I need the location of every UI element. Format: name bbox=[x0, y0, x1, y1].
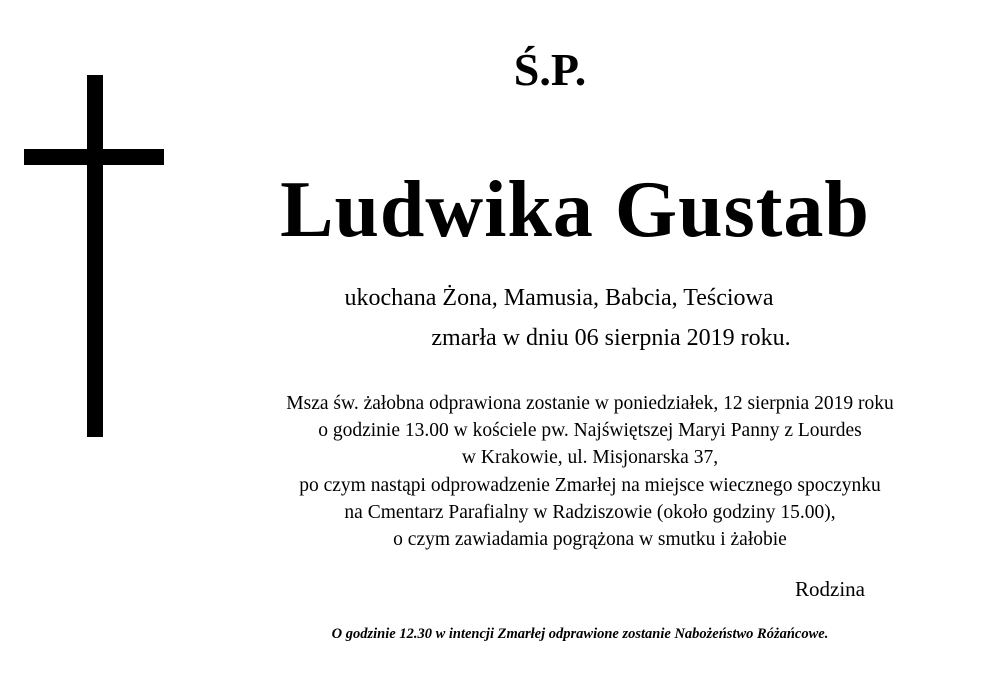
intro-line-relations: ukochana Żona, Mamusia, Babcia, Teściowa bbox=[344, 285, 774, 311]
details-line: po czym nastąpi odprowadzenie Zmarłej na miejsce wiecznego spoczynku bbox=[299, 474, 881, 496]
intro-text bbox=[260, 278, 940, 358]
details-line: na Cmentarz Parafialny w Radziszowie (około godziny 15.00), bbox=[344, 501, 836, 523]
rosary-note: O godzinie 12.30 w intencji Zmarłej odprawione zostanie Nabożeństwo Różańcowe. bbox=[331, 626, 829, 642]
cross-horizontal-bar bbox=[24, 149, 164, 165]
signature: Rodzina bbox=[795, 577, 865, 601]
cross-icon bbox=[24, 75, 164, 437]
details-line: o czym zawiadamia pogrążona w smutku i żałobie bbox=[393, 529, 787, 551]
details-line: o godzinie 13.00 w kościele pw. Najświętszej Maryi Panny z Lourdes bbox=[318, 420, 862, 442]
details-line: Msza św. żałobna odprawiona zostanie w poniedziałek, 12 sierpnia 2019 roku bbox=[286, 393, 894, 414]
details-line: w Krakowie, ul. Misjonarska 37, bbox=[461, 447, 719, 469]
deceased-name: Ludwika Gustab bbox=[280, 166, 870, 254]
header-prefix: Ś.P. bbox=[513, 44, 587, 95]
cross-vertical-bar bbox=[87, 75, 103, 437]
funeral-details bbox=[200, 390, 980, 553]
intro-line-death-date: zmarła w dniu 06 sierpnia 2019 roku. bbox=[431, 325, 791, 351]
